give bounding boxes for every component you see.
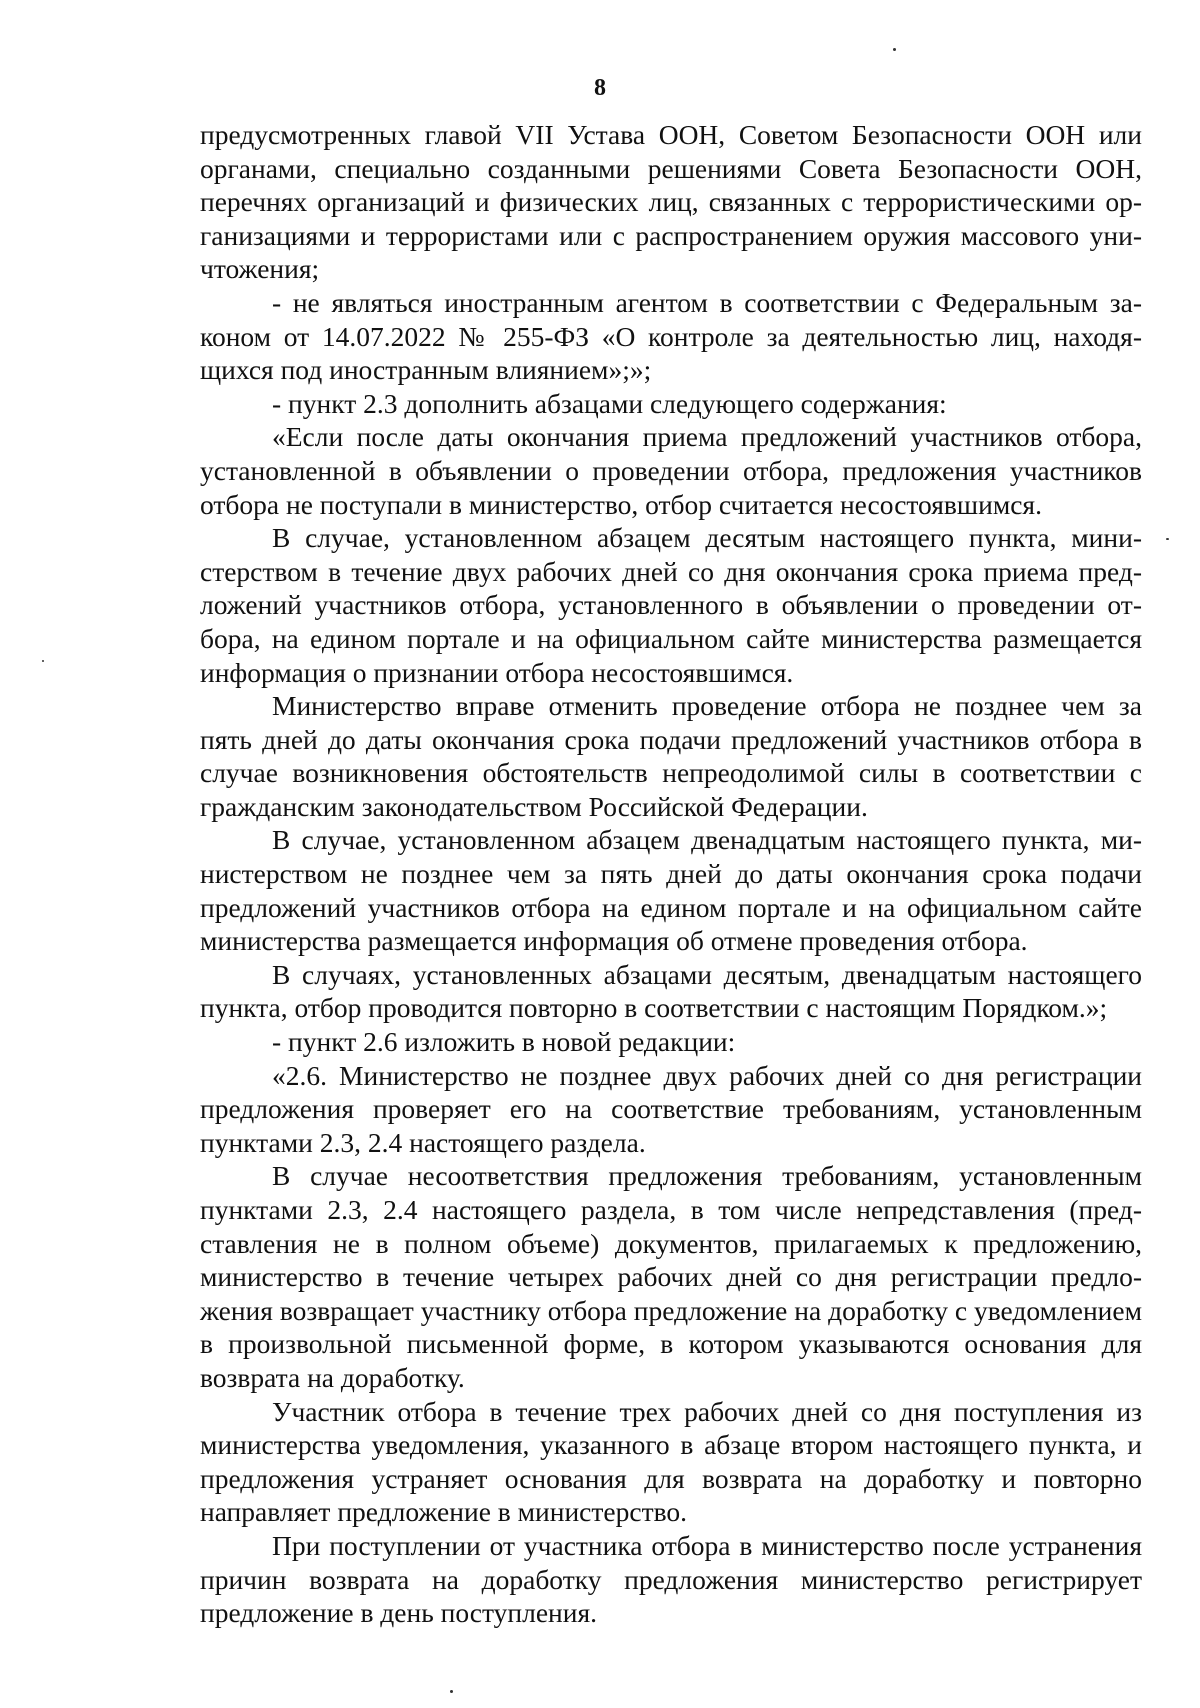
- paragraph-4: «Если после даты окончания приема предложений участников отбора, установленной в объявлении о проведении отбора, предложения участников отбора не поступали в министерство, отбор считается несостоявшимся.: [200, 421, 1142, 520]
- document-body: [200, 118, 1142, 1630]
- paragraph-1: предусмотренных главой VII Устава ООН, Советом Безопасности ООН или органами, специально созданными решениями Совета Безопасности ООН, перечнях организаций и физических лиц, связанных с террористическими организациями и террористами или с распространением оружия массового уничтожения;: [200, 119, 1142, 285]
- paragraph-6: Министерство вправе отменить проведение отбора не позднее чем за пять дней до даты окончания срока подачи предложений участников отбора в случае возникновения обстоятельств непреодолимой силы в соответствии с гражданским законодательством Российской Федерации.: [200, 690, 1142, 822]
- paragraph-13: При поступлении от участника отбора в министерство после устранения причин возврата на доработку предложения министерство регистрирует предложение в день поступления.: [200, 1529, 1142, 1629]
- paragraph-3: - пункт 2.3 дополнить абзацами следующего содержания:: [272, 387, 947, 419]
- paragraph-11: В случае несоответствия предложения требованиям, установленным пунктами 2.3, 2.4 настоящего раздела, в том числе непредставления (представления не в полном объеме) документов, прилагаемых к предложению, министерство в течение четырех рабочих дней со дня регистрации предложения возвращает участнику отбора предложение на доработку с уведомлением в произвольной письменной форме, в котором указываются основания для возврата на доработку.: [200, 1160, 1142, 1393]
- page-number: 8: [594, 75, 606, 101]
- scan-speck: [42, 660, 44, 662]
- scan-speck: [450, 1690, 453, 1693]
- paragraph-12: Участник отбора в течение трех рабочих дней со дня поступления из министерства уведомления, указанного в абзаце втором настоящего пункта, и предложения устраняет основания для возврата на доработку и повторно направляет предложение в министерство.: [200, 1395, 1142, 1528]
- scan-speck: [893, 48, 896, 51]
- paragraph-9: - пункт 2.6 изложить в новой редакции:: [272, 1026, 736, 1058]
- paragraph-5: В случае, установленном абзацем десятым настоящего пункта, министерством в течение двух рабочих дней со дня окончания срока приема предложений участников отбора, установленного в объявлении о проведении отбора, на едином портале и на официальном сайте министерства размещается информация о признании отбора несостоявшимся.: [200, 522, 1142, 688]
- paragraph-10: «2.6. Министерство не позднее двух рабочих дней со дня регистрации предложения проверяет его на соответствие требованиям, установленным пунктами 2.3, 2.4 настоящего раздела.: [200, 1059, 1142, 1158]
- paragraph-7: В случае, установленном абзацем двенадцатым настоящего пункта, министерством не позднее чем за пять дней до даты окончания срока подачи предложений участников отбора на едином портале и на официальном сайте министерства размещается информация об отмене проведения отбора.: [200, 824, 1142, 957]
- scan-speck: [1166, 538, 1169, 540]
- paragraph-2: - не являться иностранным агентом в соответствии с Федеральным законом от 14.07.2022 № 255-ФЗ «О контроле за деятельностью лиц, находящихся под иностранным влиянием»;»;: [200, 286, 1142, 386]
- paragraph-8: В случаях, установленных абзацами десятым, двенадцатым настоящего пункта, отбор проводится повторно в соответствии с настоящим Порядком.»;: [200, 958, 1142, 1024]
